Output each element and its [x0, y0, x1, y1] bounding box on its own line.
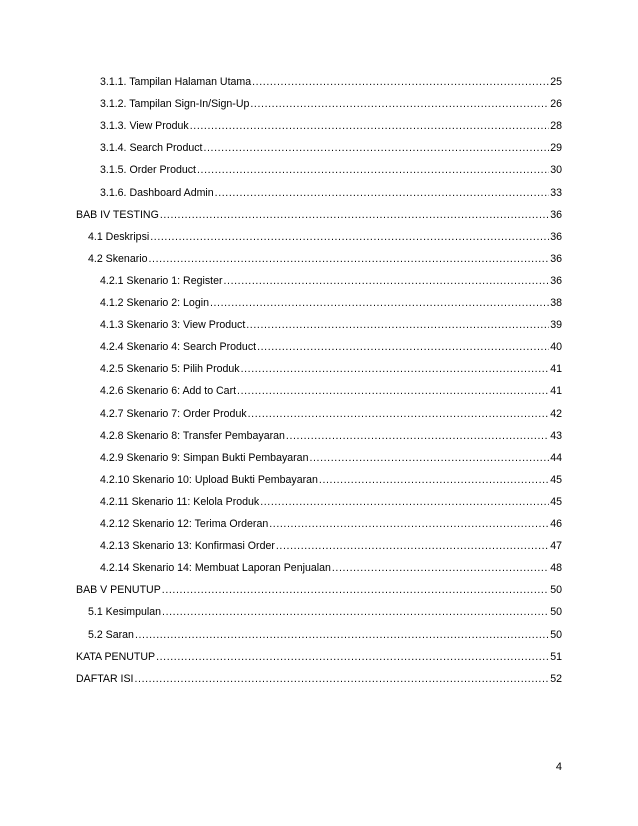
toc-entry[interactable] [100, 561, 562, 575]
toc-entry[interactable] [100, 340, 562, 354]
toc-entry-label: 4.2.7 Skenario 7: Order Produk [100, 407, 247, 420]
toc-entry-page: 47 [550, 540, 562, 553]
toc-entry-page: 50 [550, 606, 562, 619]
toc-dot-leader [260, 495, 549, 509]
toc-dot-leader [210, 296, 549, 310]
toc-dot-leader [162, 605, 549, 619]
toc-entry[interactable] [88, 628, 562, 642]
toc-entry[interactable] [100, 163, 562, 177]
toc-entry-label: 4.2.1 Skenario 1: Register [100, 274, 223, 287]
toc-entry-page: 26 [550, 98, 562, 111]
toc-entry-page: 42 [550, 407, 562, 420]
toc-entry-page: 44 [550, 451, 562, 464]
toc-entry[interactable] [100, 451, 562, 465]
toc-entry-page: 36 [550, 208, 562, 221]
toc-entry[interactable] [100, 429, 562, 443]
toc-entry-label: 4.1.2 Skenario 2: Login [100, 297, 209, 309]
toc-entry-page: 45 [550, 473, 562, 486]
toc-dot-leader [332, 561, 549, 575]
toc-entry[interactable] [100, 119, 562, 133]
toc-entry-label: 3.1.3. View Produk [100, 120, 189, 133]
toc-entry-label: DAFTAR ISI [76, 672, 134, 685]
page-number: 4 [555, 761, 562, 773]
toc-entry-label: BAB V PENUTUP [76, 584, 161, 597]
toc-entry-page: 36 [550, 252, 562, 265]
toc-dot-leader [252, 75, 549, 89]
toc-entry[interactable] [100, 407, 562, 421]
toc-dot-leader [135, 628, 549, 642]
toc-entry-label: KATA PENUTUP [76, 650, 156, 663]
toc-entry[interactable] [100, 539, 562, 553]
toc-entry-label: 4.2.14 Skenario 14: Membuat Laporan Penjualan [100, 562, 331, 575]
toc-entry[interactable] [88, 605, 562, 619]
toc-dot-leader [224, 274, 550, 288]
toc-dot-leader [150, 230, 549, 244]
toc-entry-label: 4.2.12 Skenario 12: Terima Orderan [100, 518, 269, 530]
toc-entry[interactable] [100, 318, 562, 332]
toc-dot-leader [241, 362, 550, 376]
toc-entry[interactable] [88, 252, 562, 266]
toc-entry-label: 3.1.1. Tampilan Halaman Utama [100, 76, 252, 88]
toc-entry-page: 36 [550, 274, 562, 287]
toc-dot-leader [257, 340, 549, 354]
toc-entry[interactable] [76, 672, 562, 686]
toc-entry[interactable] [100, 495, 562, 509]
toc-entry-page: 36 [550, 230, 562, 243]
toc-entry-label: 4.1 Deskripsi [88, 230, 150, 243]
toc-entry-label: 4.2.8 Skenario 8: Transfer Pembayaran [100, 429, 285, 442]
toc-entry[interactable] [100, 517, 562, 531]
toc-entry-label: 5.1 Kesimpulan [88, 606, 162, 619]
toc-dot-leader [309, 451, 549, 465]
toc-dot-leader [190, 119, 549, 133]
toc-dot-leader [160, 208, 549, 222]
toc-entry-label: 3.1.6. Dashboard Admin [100, 186, 214, 199]
toc-entry-page: 41 [550, 363, 562, 376]
toc-dot-leader [203, 141, 549, 155]
toc-entry-label: 3.1.2. Tampilan Sign-In/Sign-Up [100, 98, 250, 111]
toc-entry-page: 50 [550, 628, 562, 641]
toc-entry-page: 45 [550, 495, 562, 508]
toc-dot-leader [148, 252, 549, 266]
toc-entry-label: 3.1.5. Order Product [100, 164, 196, 177]
toc-entry-page: 25 [550, 76, 562, 88]
toc-entry[interactable] [100, 274, 562, 288]
toc-entry[interactable] [76, 583, 562, 597]
toc-entry[interactable] [76, 650, 562, 664]
toc-entry[interactable] [100, 186, 562, 200]
toc-entry-label: 4.2.4 Skenario 4: Search Product [100, 341, 257, 354]
toc-entry-label: 4.2.11 Skenario 11: Kelola Produk [100, 495, 260, 508]
toc-entry-page: 30 [550, 164, 562, 177]
toc-entry-label: 4.1.3 Skenario 3: View Product [100, 319, 246, 332]
toc-entry-page: 52 [550, 672, 562, 685]
toc-entry-page: 29 [550, 142, 562, 155]
toc-entry[interactable] [88, 230, 562, 244]
toc-entry-page: 28 [550, 120, 562, 133]
toc-entry[interactable] [100, 75, 562, 89]
toc-dot-leader [286, 429, 549, 443]
toc-entry[interactable] [100, 97, 562, 111]
toc-dot-leader [134, 672, 549, 686]
toc-entry[interactable] [100, 473, 562, 487]
toc-entry-page: 40 [550, 341, 562, 354]
toc-dot-leader [319, 473, 549, 487]
toc-dot-leader [197, 163, 549, 177]
toc-dot-leader [246, 318, 549, 332]
toc-dot-leader [156, 650, 549, 664]
toc-dot-leader [215, 186, 550, 200]
toc-entry[interactable] [100, 141, 562, 155]
toc-entry-page: 48 [550, 562, 562, 575]
toc-entry-label: 4.2.6 Skenario 6: Add to Cart [100, 385, 237, 398]
toc-entry-page: 33 [550, 186, 562, 199]
toc-dot-leader [248, 407, 550, 421]
toc-entry-page: 50 [550, 584, 562, 597]
toc-entry-label: 3.1.4. Search Product [100, 142, 203, 155]
toc-dot-leader [162, 583, 549, 597]
toc-entry-label: 5.2 Saran [88, 628, 134, 641]
toc-entry-label: 4.2.13 Skenario 13: Konfirmasi Order [100, 540, 275, 553]
toc-entry[interactable] [100, 362, 562, 376]
toc-entry[interactable] [76, 208, 562, 222]
toc-entry-label: BAB IV TESTING [76, 208, 159, 221]
toc-dot-leader [237, 384, 549, 398]
toc-entry-label: 4.2.9 Skenario 9: Simpan Bukti Pembayaran [100, 451, 309, 464]
toc-entry-page: 46 [550, 518, 562, 530]
toc-entry[interactable] [100, 296, 562, 310]
toc-entry-page: 38 [550, 297, 562, 309]
toc-entry-label: 4.2.5 Skenario 5: Pilih Produk [100, 363, 240, 376]
toc-entry-page: 43 [550, 429, 562, 442]
toc-entry-label: 4.2.10 Skenario 10: Upload Bukti Pembayaran [100, 473, 318, 486]
toc-dot-leader [269, 517, 549, 531]
toc-entry-label: 4.2 Skenario [88, 252, 148, 265]
toc-dot-leader [250, 97, 549, 111]
toc-entry-page: 51 [550, 650, 562, 663]
toc-entry[interactable] [100, 384, 562, 398]
toc-dot-leader [276, 539, 549, 553]
toc-entry-page: 39 [550, 319, 562, 332]
toc-entry-page: 41 [550, 385, 562, 398]
